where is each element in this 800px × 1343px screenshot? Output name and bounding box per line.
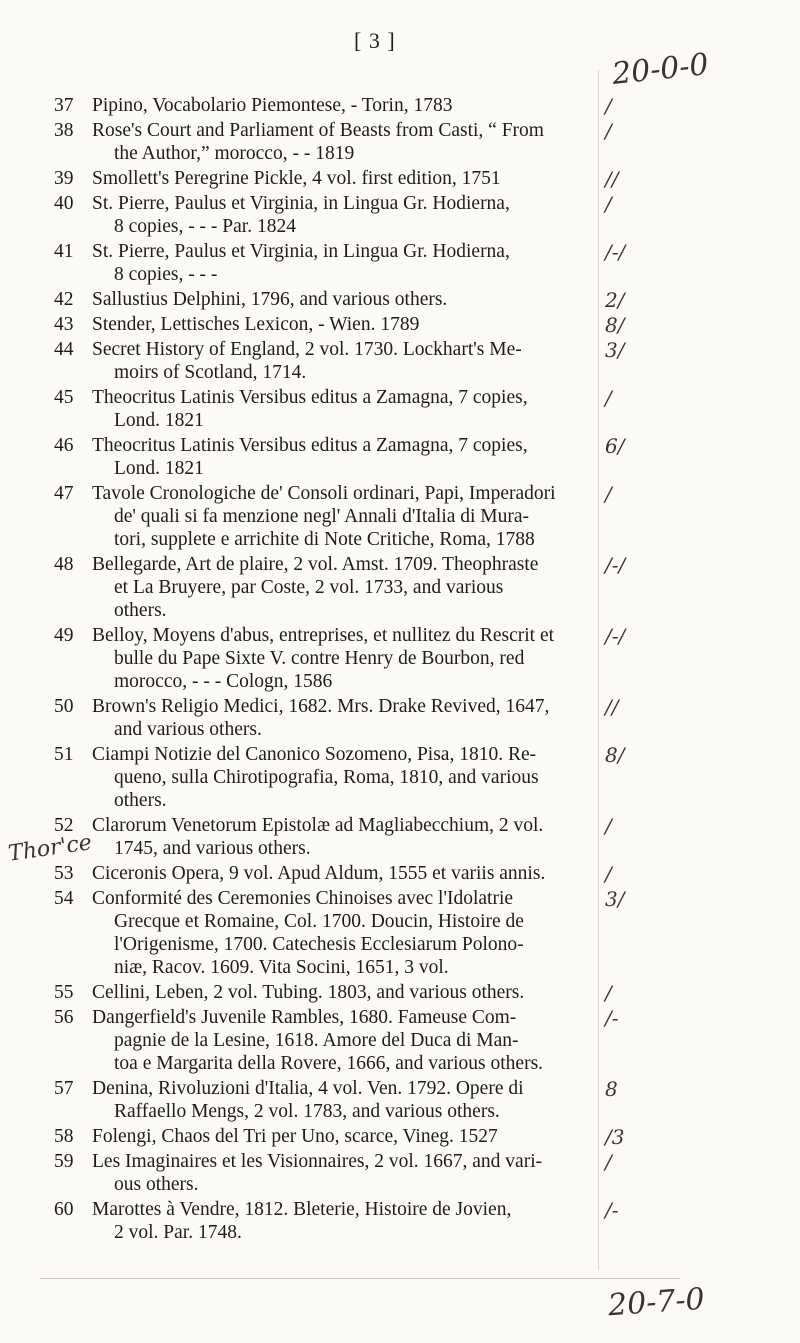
handwritten-price: /-/ [605, 240, 626, 264]
entry-line: Dangerfield's Juvenile Rambles, 1680. Fameuse Com- [92, 1007, 517, 1028]
entry-line: Cellini, Leben, 2 vol. Tubing. 1803, and various others. [92, 982, 525, 1003]
handwritten-price: /- [605, 1198, 619, 1222]
catalogue-entry [50, 482, 590, 551]
entry-line: moirs of Scotland, 1714. [114, 362, 307, 383]
lot-number: 54 [54, 888, 74, 909]
catalogue-entry [50, 981, 590, 1004]
entry-line: Belloy, Moyens d'abus, entreprises, et nullitez du Rescrit et [92, 625, 555, 646]
entry-line: Lond. 1821 [114, 410, 204, 431]
lot-number: 40 [54, 193, 74, 214]
entry-line: Tavole Cronologiche de' Consoli ordinari, Papi, Imperadori [92, 483, 556, 504]
entry-line: Grecque et Romaine, Col. 1700. Doucin, Histoire de [114, 911, 524, 932]
handwritten-price: 8/ [605, 313, 625, 337]
entry-line: queno, sulla Chirotipografia, Roma, 1810, and various [114, 767, 539, 788]
catalogue-entry [50, 1077, 590, 1123]
lot-number: 59 [54, 1151, 74, 1172]
entry-line: Theocritus Latinis Versibus editus a Zamagna, 7 copies, [92, 435, 528, 456]
lot-number: 49 [54, 625, 74, 646]
entry-line: Rose's Court and Parliament of Beasts from Casti, “ From [92, 120, 544, 141]
lot-number: 47 [54, 483, 74, 504]
catalogue-entry [50, 553, 590, 622]
lot-number: 41 [54, 241, 74, 262]
handwritten-price: /-/ [605, 624, 626, 648]
entry-line: Pipino, Vocabolario Piemontese, - Torin, 1783 [92, 95, 453, 116]
lot-number: 52 [54, 815, 74, 836]
catalogue-entry [50, 434, 590, 480]
catalogue-entry [50, 386, 590, 432]
handwritten-price: / [605, 482, 612, 506]
handwritten-price: / [605, 386, 612, 410]
handwritten-price: 3/ [605, 338, 625, 362]
entry-line: Secret History of England, 2 vol. 1730. Lockhart's Me- [92, 339, 522, 360]
catalogue-entry [50, 119, 590, 165]
lot-number: 51 [54, 744, 74, 765]
entry-line: Smollett's Peregrine Pickle, 4 vol. first edition, 1751 [92, 168, 501, 189]
entry-line: Ciampi Notizie del Canonico Sozomeno, Pisa, 1810. Re- [92, 744, 537, 765]
entry-line: Brown's Religio Medici, 1682. Mrs. Drake Revived, 1647, [92, 696, 550, 717]
handwritten-price: / [605, 192, 612, 216]
entry-line: Les Imaginaires et les Visionnaires, 2 vol. 1667, and vari- [92, 1151, 543, 1172]
entry-line: Raffaello Mengs, 2 vol. 1783, and various others. [114, 1101, 500, 1122]
lot-number: 38 [54, 120, 74, 141]
catalogue-entry [50, 167, 590, 190]
bottom-rule [40, 1278, 680, 1279]
handwritten-price: 8/ [605, 743, 625, 767]
catalogue-entry [50, 288, 590, 311]
entry-line: Theocritus Latinis Versibus editus a Zamagna, 7 copies, [92, 387, 528, 408]
handwritten-bottom-total: 20-7-0 [606, 1281, 706, 1324]
entry-line: others. [114, 790, 167, 811]
lot-number: 58 [54, 1126, 74, 1147]
handwritten-price: /3 [605, 1125, 625, 1149]
handwritten-price: 3/ [605, 887, 625, 911]
entry-line: St. Pierre, Paulus et Virginia, in Lingua Gr. Hodierna, [92, 241, 510, 262]
lot-number: 48 [54, 554, 74, 575]
handwritten-price: // [605, 695, 619, 719]
entry-line: toa e Margarita della Rovere, 1666, and various others. [114, 1053, 544, 1074]
handwritten-price: // [605, 167, 619, 191]
entry-line: Stender, Lettisches Lexicon, - Wien. 1789 [92, 314, 420, 335]
entry-line: Bellegarde, Art de plaire, 2 vol. Amst. 1709. Theophraste [92, 554, 539, 575]
catalogue-entry [50, 338, 590, 384]
handwritten-price: / [605, 94, 612, 118]
catalogue-entry [50, 814, 590, 860]
handwritten-price: 8 [605, 1077, 618, 1101]
catalogue-entry [50, 1150, 590, 1196]
lot-number: 46 [54, 435, 74, 456]
entry-line: et La Bruyere, par Coste, 2 vol. 1733, and various [114, 577, 504, 598]
entry-line: niæ, Racov. 1609. Vita Socini, 1651, 3 vol. [114, 957, 449, 978]
entry-line: Ciceronis Opera, 9 vol. Apud Aldum, 1555 et variis annis. [92, 863, 546, 884]
handwritten-price: / [605, 981, 612, 1005]
catalogue-entry [50, 862, 590, 885]
entry-line: 8 copies, - - - [114, 264, 218, 285]
lot-number: 57 [54, 1078, 74, 1099]
handwritten-price: 6/ [605, 434, 625, 458]
entry-line: Sallustius Delphini, 1796, and various others. [92, 289, 448, 310]
entry-line: 1745, and various others. [114, 838, 311, 859]
lot-number: 45 [54, 387, 74, 408]
lot-number: 55 [54, 982, 74, 1003]
lot-number: 53 [54, 863, 74, 884]
page-number: [ 3 ] [354, 28, 396, 53]
lot-number: 44 [54, 339, 74, 360]
handwritten-left-margin-note: Thor'ce [6, 830, 94, 867]
catalogue-entry [50, 1198, 590, 1244]
handwritten-price: /- [605, 1006, 619, 1030]
catalogue-entry [50, 1125, 590, 1148]
entry-line: the Author,” morocco, - - 1819 [114, 143, 355, 164]
lot-number: 43 [54, 314, 74, 335]
catalogue-entry [50, 624, 590, 693]
lot-number: 60 [54, 1199, 74, 1220]
entry-line: Folengi, Chaos del Tri per Uno, scarce, Vineg. 1527 [92, 1126, 498, 1147]
price-column-rule [598, 70, 599, 1270]
entry-line: bulle du Pape Sixte V. contre Henry de Bourbon, red [114, 648, 525, 669]
lot-number: 50 [54, 696, 74, 717]
handwritten-price: / [605, 862, 612, 886]
handwritten-top-total: 20-0-0 [610, 47, 711, 92]
catalogue-entry [50, 94, 590, 117]
entry-line: l'Origenisme, 1700. Catechesis Ecclesiarum Polono- [114, 934, 524, 955]
entry-line: Clarorum Venetorum Epistolæ ad Magliabecchium, 2 vol. [92, 815, 544, 836]
entry-line: Lond. 1821 [114, 458, 204, 479]
entry-line: 2 vol. Par. 1748. [114, 1222, 242, 1243]
lot-number: 37 [54, 95, 74, 116]
lot-number: 39 [54, 168, 74, 189]
entry-line: St. Pierre, Paulus et Virginia, in Lingua Gr. Hodierna, [92, 193, 510, 214]
handwritten-price: / [605, 1150, 612, 1174]
entry-line: 8 copies, - - - Par. 1824 [114, 216, 296, 237]
entry-line: ous others. [114, 1174, 199, 1195]
entry-line: Conformité des Ceremonies Chinoises avec l'Idolatrie [92, 888, 514, 909]
handwritten-price: /-/ [605, 553, 626, 577]
catalogue-entry [50, 192, 590, 238]
handwritten-price: 2/ [605, 288, 625, 312]
catalogue-entry [50, 313, 590, 336]
entry-line: Marottes à Vendre, 1812. Bleterie, Histoire de Jovien, [92, 1199, 512, 1220]
catalogue-entry [50, 240, 590, 286]
entry-line: others. [114, 600, 167, 621]
handwritten-price: / [605, 814, 612, 838]
entry-line: de' quali si fa menzione negl' Annali d'Italia di Mura- [114, 506, 530, 527]
entry-line: pagnie de la Lesine, 1618. Amore del Duca di Man- [114, 1030, 519, 1051]
catalogue-list [50, 94, 590, 1246]
entry-line: morocco, - - - Cologn, 1586 [114, 671, 333, 692]
catalogue-entry [50, 743, 590, 812]
lot-number: 42 [54, 289, 74, 310]
entry-line: and various others. [114, 719, 262, 740]
handwritten-price: / [605, 119, 612, 143]
entry-line: Denina, Rivoluzioni d'Italia, 4 vol. Ven. 1792. Opere di [92, 1078, 524, 1099]
catalogue-entry [50, 695, 590, 741]
catalogue-entry [50, 887, 590, 979]
entry-line: tori, supplete e arrichite di Note Critiche, Roma, 1788 [114, 529, 535, 550]
lot-number: 56 [54, 1007, 74, 1028]
catalogue-entry [50, 1006, 590, 1075]
